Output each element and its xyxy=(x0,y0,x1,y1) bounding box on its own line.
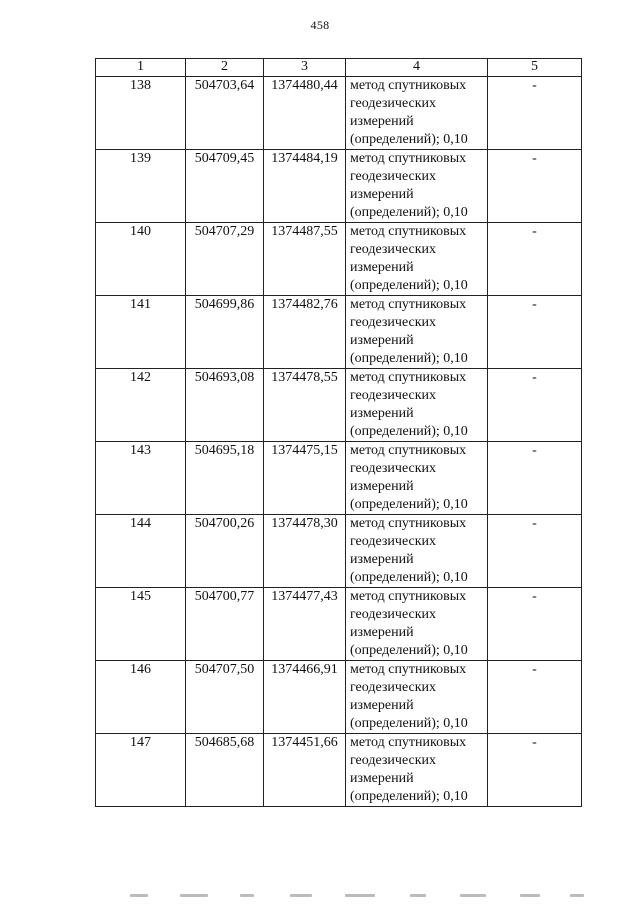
method-cell xyxy=(346,588,488,661)
table-row xyxy=(96,150,582,223)
point-number-cell: 143 xyxy=(96,442,186,515)
note-cell: - xyxy=(488,150,582,223)
note-cell: - xyxy=(488,296,582,369)
method-line: (определений); 0,10 xyxy=(350,132,468,147)
method-cell xyxy=(346,515,488,588)
method-line: (определений); 0,10 xyxy=(350,351,468,366)
y-coordinate-cell: 1374466,91 xyxy=(264,661,346,734)
y-coordinate-cell: 1374484,19 xyxy=(264,150,346,223)
coordinates-table-container xyxy=(95,58,582,807)
table-row xyxy=(96,77,582,150)
x-coordinate-cell: 504700,26 xyxy=(186,515,264,588)
point-number-cell: 142 xyxy=(96,369,186,442)
method-line: (определений); 0,10 xyxy=(350,424,468,439)
method-line: (определений); 0,10 xyxy=(350,570,468,585)
page-edge-artifacts xyxy=(130,894,590,900)
table-row xyxy=(96,296,582,369)
y-coordinate-cell: 1374475,15 xyxy=(264,442,346,515)
method-line: метод спутниковых xyxy=(350,443,467,458)
x-coordinate-cell: 504703,64 xyxy=(186,77,264,150)
method-cell xyxy=(346,369,488,442)
note-cell: - xyxy=(488,77,582,150)
method-line: метод спутниковых xyxy=(350,78,467,93)
header-cell-4: 4 xyxy=(346,59,488,77)
method-line: геодезических xyxy=(350,315,437,330)
header-cell-5: 5 xyxy=(488,59,582,77)
note-cell: - xyxy=(488,442,582,515)
method-line: метод спутниковых xyxy=(350,224,467,239)
method-cell xyxy=(346,442,488,515)
point-number-cell: 146 xyxy=(96,661,186,734)
method-line: метод спутниковых xyxy=(350,370,467,385)
table-row xyxy=(96,588,582,661)
y-coordinate-cell: 1374487,55 xyxy=(264,223,346,296)
method-line: геодезических xyxy=(350,388,437,403)
method-cell xyxy=(346,223,488,296)
y-coordinate-cell: 1374477,43 xyxy=(264,588,346,661)
table-row xyxy=(96,442,582,515)
x-coordinate-cell: 504685,68 xyxy=(186,734,264,807)
method-line: измерений xyxy=(350,333,414,348)
table-row xyxy=(96,369,582,442)
y-coordinate-cell: 1374478,30 xyxy=(264,515,346,588)
method-cell xyxy=(346,77,488,150)
method-line: измерений xyxy=(350,187,414,202)
point-number-cell: 144 xyxy=(96,515,186,588)
method-cell xyxy=(346,661,488,734)
note-cell: - xyxy=(488,369,582,442)
method-line: измерений xyxy=(350,698,414,713)
table-header-row xyxy=(96,59,582,77)
table-body xyxy=(96,59,582,807)
method-line: измерений xyxy=(350,260,414,275)
method-line: геодезических xyxy=(350,607,437,622)
method-line: (определений); 0,10 xyxy=(350,278,468,293)
method-line: (определений); 0,10 xyxy=(350,205,468,220)
x-coordinate-cell: 504700,77 xyxy=(186,588,264,661)
method-cell xyxy=(346,296,488,369)
note-cell: - xyxy=(488,734,582,807)
note-cell: - xyxy=(488,588,582,661)
header-cell-2: 2 xyxy=(186,59,264,77)
method-line: (определений); 0,10 xyxy=(350,497,468,512)
method-line: измерений xyxy=(350,625,414,640)
table-row xyxy=(96,734,582,807)
note-cell: - xyxy=(488,515,582,588)
method-line: метод спутниковых xyxy=(350,151,467,166)
method-line: измерений xyxy=(350,114,414,129)
point-number-cell: 145 xyxy=(96,588,186,661)
table-row xyxy=(96,661,582,734)
point-number-cell: 141 xyxy=(96,296,186,369)
page-number: 458 xyxy=(310,18,330,32)
method-line: геодезических xyxy=(350,461,437,476)
method-line: метод спутниковых xyxy=(350,516,467,531)
header-cell-1: 1 xyxy=(96,59,186,77)
y-coordinate-cell: 1374478,55 xyxy=(264,369,346,442)
method-line: метод спутниковых xyxy=(350,589,467,604)
method-line: геодезических xyxy=(350,242,437,257)
y-coordinate-cell: 1374482,76 xyxy=(264,296,346,369)
point-number-cell: 138 xyxy=(96,77,186,150)
method-line: метод спутниковых xyxy=(350,735,467,750)
method-line: геодезических xyxy=(350,680,437,695)
x-coordinate-cell: 504695,18 xyxy=(186,442,264,515)
method-line: измерений xyxy=(350,552,414,567)
x-coordinate-cell: 504693,08 xyxy=(186,369,264,442)
method-line: метод спутниковых xyxy=(350,297,467,312)
method-line: измерений xyxy=(350,771,414,786)
header-cell-3: 3 xyxy=(264,59,346,77)
method-line: геодезических xyxy=(350,169,437,184)
method-line: метод спутниковых xyxy=(350,662,467,677)
method-line: измерений xyxy=(350,479,414,494)
method-line: геодезических xyxy=(350,534,437,549)
method-line: геодезических xyxy=(350,96,437,111)
table-row xyxy=(96,223,582,296)
table-row xyxy=(96,515,582,588)
method-line: (определений); 0,10 xyxy=(350,643,468,658)
point-number-cell: 139 xyxy=(96,150,186,223)
method-line: геодезических xyxy=(350,753,437,768)
x-coordinate-cell: 504709,45 xyxy=(186,150,264,223)
y-coordinate-cell: 1374451,66 xyxy=(264,734,346,807)
y-coordinate-cell: 1374480,44 xyxy=(264,77,346,150)
method-cell xyxy=(346,734,488,807)
coordinates-table xyxy=(95,58,582,807)
method-line: измерений xyxy=(350,406,414,421)
point-number-cell: 147 xyxy=(96,734,186,807)
note-cell: - xyxy=(488,223,582,296)
note-cell: - xyxy=(488,661,582,734)
x-coordinate-cell: 504707,29 xyxy=(186,223,264,296)
x-coordinate-cell: 504707,50 xyxy=(186,661,264,734)
method-line: (определений); 0,10 xyxy=(350,789,468,804)
method-line: (определений); 0,10 xyxy=(350,716,468,731)
point-number-cell: 140 xyxy=(96,223,186,296)
x-coordinate-cell: 504699,86 xyxy=(186,296,264,369)
method-cell xyxy=(346,150,488,223)
